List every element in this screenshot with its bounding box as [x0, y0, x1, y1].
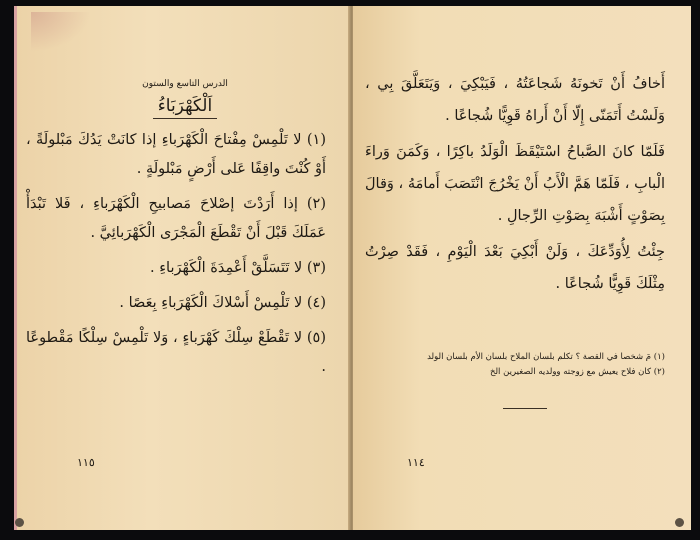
right-page: [353, 6, 691, 530]
rule-item: (٣) لا تَتَسَلَّقْ أَعْمِدَةَ الْكَهْرَباءِ .: [150, 260, 326, 276]
binding-hole: [675, 518, 684, 527]
title-underline: [153, 118, 217, 119]
rule-item: (١) لا تَلْمِسْ مِفْتاحَ الْكَهْرَباءِ إذا كانَتْ يَدُكَ مَبْلولَةً ، أَوْ كُنْتَ واقِفًا عَلى أَرْضٍ مَبْلولَةٍ .: [26, 132, 326, 177]
paragraph: جِئْتُ لِأُوَدِّعَكَ ، وَلَنْ أَبْكِيَ بَعْدَ الْيَوْمِ ، فَقَدْ صِرْتُ مِثْلَكَ قَوِيًّا شُجاعًا .: [365, 244, 665, 292]
page-stain: [31, 12, 91, 52]
rules-list: [26, 126, 326, 388]
page-number: ١١٤: [407, 456, 425, 469]
paragraph: فَلَمّا كانَ الصَّباحُ اسْتَيْقَظَ الْوَلَدُ باكِرًا ، وَكَمَنَ وَراءَ الْبابِ ، فَلَمّا هَمَّ الْأَبُ أَنْ يَخْرُجَ انْتَصَبَ أَمامَهُ ، وَقالَ بِصَوْتٍ أَشْبَهَ بِصَوْتِ الرِّجالِ .: [365, 144, 665, 224]
page-number: ١١٥: [77, 456, 95, 469]
paragraph: أَخافُ أَنْ تَخونَهُ شَجاعَتُهُ ، فَيَبْكِيَ ، وَيَتَعَلَّقَ بِي ، وَلَسْتُ أَتَمَنّى إِلّا أَنْ أَراهُ قَوِيًّا شُجاعًا .: [365, 76, 665, 124]
left-page: [14, 6, 350, 530]
rule-item: (٥) لا تَقْطَعْ سِلْكَ كَهْرَباءٍ ، وَلا تَلْمِسْ سِلْكًا مَقْطوعًا .: [26, 330, 326, 375]
binding-hole: [15, 518, 24, 527]
footnotes: [365, 350, 665, 380]
footnote: (١) مَ شخصا في القصة ؟ تكلم بلسان الملاح بلسان الأم بلسان الولد: [427, 352, 665, 362]
lesson-header: الدرس التاسع والستون: [142, 79, 228, 89]
story-text: [365, 68, 665, 304]
rule-item: (٤) لا تَلْمِسْ أَسْلاكَ الْكَهْرَباءِ بِعَصًا .: [119, 295, 326, 311]
end-rule: [503, 408, 547, 409]
rule-item: (٢) إذا أَرَدْتَ إصْلاحَ مَصابيحِ الْكَهْرَباءِ ، فَلا تَبْدَأْ عَمَلَكَ قَبْلَ أَنْ تَقْطَعَ الْمَجْرَى الْكَهْرَبائِيَّ .: [26, 196, 326, 241]
lesson-title: اَلْكَهْرَبَاءُ: [157, 96, 213, 116]
footnote: (٢) كان فلاح يعيش مع زوجته وولديه الصغيرين الخ: [489, 367, 665, 377]
